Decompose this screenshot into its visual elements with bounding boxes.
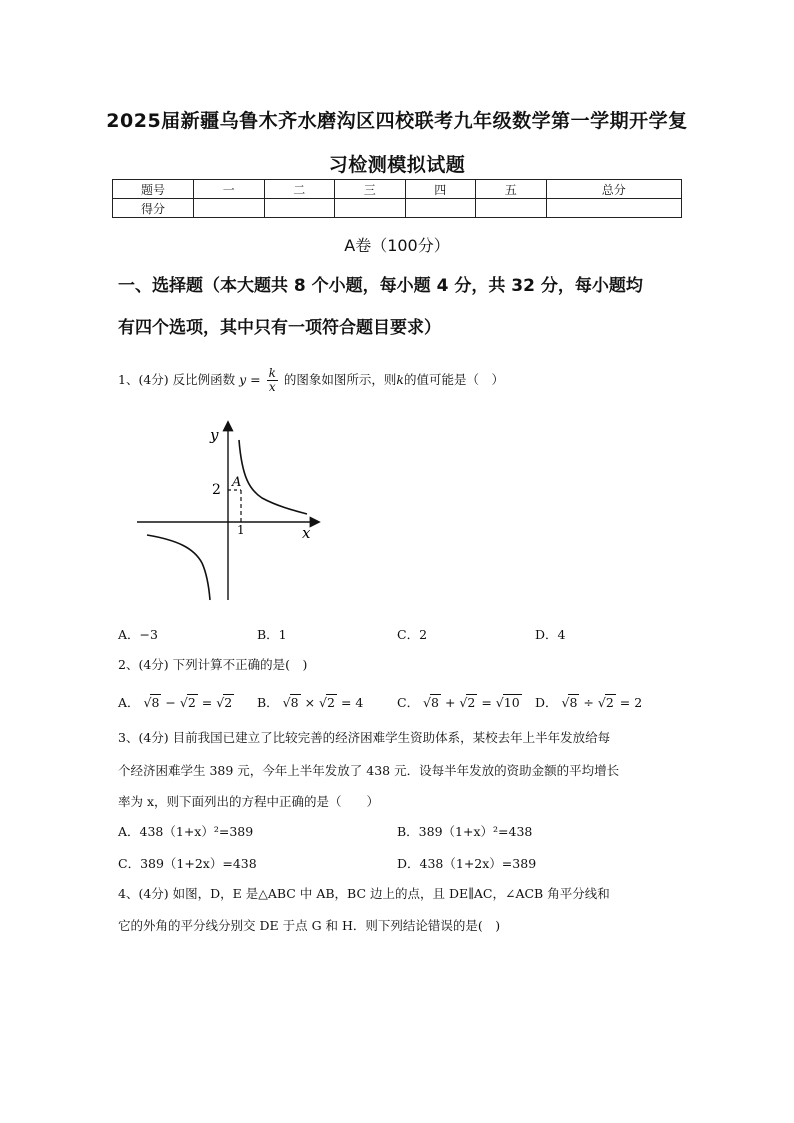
hyperbola-branch-q1 [239,440,307,514]
q2-b-radicand1: 8 [290,695,299,710]
q1-option-b[interactable]: B．1 [257,627,287,642]
q2-c-radicand2: 2 [467,695,476,710]
q2-option-d[interactable]: D． √8 ÷ √2 = 2 [535,695,643,710]
q2-c-eq: = [481,695,492,710]
question-3-line3: 率为 x，则下面列出的方程中正确的是（ ） [118,794,380,809]
q1-option-c[interactable]: C．2 [397,627,428,642]
score-input-cell[interactable] [405,199,476,218]
q2-c-label: C． [397,695,420,710]
q2-c-radicand3: 10 [503,695,520,710]
score-table [112,179,682,218]
hyperbola-branch-q3 [147,535,210,600]
q3-option-a[interactable]: A．438（1+x）²=389 [118,824,254,839]
score-cell: 得分 [113,199,194,218]
y-axis-label: y [210,426,219,444]
score-cell: 四 [405,180,476,199]
q2-a-eq: = [201,695,213,710]
q2-b-label: B． [257,695,279,710]
exam-title-line1: 2025届新疆乌鲁木齐水磨沟区四校联考九年级数学第一学期开学复 [106,110,688,132]
score-input-cell[interactable] [335,199,406,218]
score-table-score-row [113,199,682,218]
score-cell: 一 [194,180,265,199]
score-input-cell[interactable] [476,199,547,218]
q2-a-radicand1: 8 [151,695,160,710]
score-table-header-row [113,180,682,199]
part1-heading-line2: 有四个选项，其中只有一项符合题目要求） [118,318,441,338]
q2-b-op: × [304,695,316,710]
part1-heading-line1: 一、选择题（本大题共 8 个小题，每小题 4 分，共 32 分，每小题均 [118,276,643,296]
q1-option-a[interactable]: A．−3 [118,627,158,642]
q2-a-radicand3: 2 [224,695,233,710]
q1-option-d[interactable]: D．4 [535,627,566,642]
q2-c-radicand1: 8 [431,695,439,710]
q2-a-label: A． [118,695,140,710]
question-1-stem [118,364,688,395]
q1-fraction [267,367,278,394]
q1-prefix: 1、(4分) 反比例函数 [118,372,236,387]
q3-option-c[interactable]: C．389（1+2x）=438 [118,856,257,871]
q2-b-radicand2: 2 [327,695,335,710]
q3-option-d[interactable]: D．438（1+2x）=389 [397,856,537,871]
q2-option-c[interactable]: C． √8 + √2 = √10 [397,695,520,710]
score-input-cell[interactable] [194,199,265,218]
score-cell: 三 [335,180,406,199]
x-axis-label: x [302,524,311,542]
q1-suffix: 的图象如图所示，则 [283,372,397,387]
question-2-stem: 2、(4分) 下列计算不正确的是( ) [118,657,308,672]
score-cell: 五 [476,180,547,199]
exam-title-line2: 习检测模拟试题 [328,154,466,176]
q2-d-eq: = 2 [619,695,643,710]
q1-suffix2: 的值可能是（ ） [403,372,504,387]
q2-d-radicand1: 8 [569,695,578,710]
q1-hyperbola-graph [132,418,322,603]
q2-a-radicand2: 2 [187,695,196,710]
question-3-line1: 3、(4分) 目前我国已建立了比较完善的经济困难学生资助体系，某校去年上半年发放给每 [118,730,611,745]
q2-d-op: ÷ [583,695,594,710]
q2-option-b[interactable]: B． √8 × √2 = 4 [257,695,364,710]
q1-y-eq: y = [239,372,261,387]
y-tick-label: 2 [212,482,221,498]
question-4-line2: 它的外角的平分线分别交 DE 于点 G 和 H．则下列结论错误的是( ) [118,918,501,933]
q1-fraction-denominator: x [268,380,276,394]
question-4-line1: 4、(4分) 如图，D，E 是△ABC 中 AB，BC 边上的点，且 DE∥AC，∠ACB 角平分线和 [118,886,610,901]
q2-b-eq: = 4 [340,695,364,710]
score-input-cell[interactable] [264,199,335,218]
q1-k: k [396,372,404,387]
point-a-label: A [232,475,242,490]
score-input-cell[interactable] [546,199,682,218]
q2-a-op: − [165,695,176,710]
score-cell: 总分 [546,180,682,199]
q3-option-b[interactable]: B．389（1+x）²=438 [397,824,533,839]
q2-option-a[interactable]: A． √8 − √2 = √2 [118,695,233,710]
section-label: A卷（100分） [344,236,450,255]
x-tick-label: 1 [237,523,245,537]
q2-d-label: D． [535,695,558,710]
q1-fraction-numerator: k [268,366,276,380]
question-3-line2: 个经济困难学生 389 元，今年上半年发放了 438 元．设每半年发放的资助金额的平均增长 [118,763,620,778]
score-cell: 二 [264,180,335,199]
q2-c-op: + [444,695,456,710]
q2-d-radicand2: 2 [605,695,614,710]
score-cell: 题号 [113,180,194,199]
